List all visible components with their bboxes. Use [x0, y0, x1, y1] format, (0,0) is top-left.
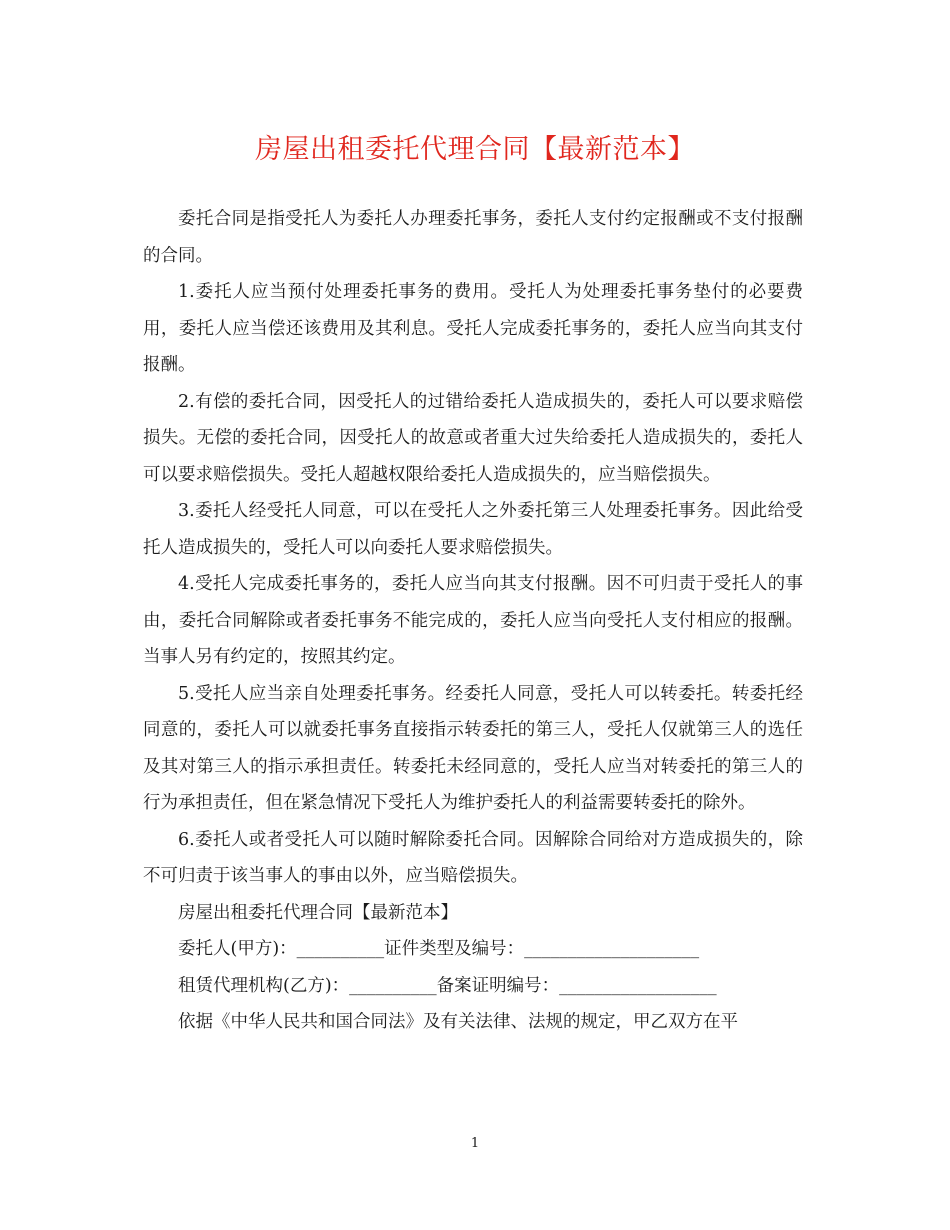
- paragraph-clause-3: 3.委托人经受托人同意，可以在受托人之外委托第三人处理委托事务。因此给受托人造成损失的，受托人可以向委托人要求赔偿损失。: [143, 501, 803, 558]
- paragraph-legal-basis: 依据《中华人民共和国合同法》及有关法律、法规的规定，甲乙双方在平: [178, 1012, 738, 1032]
- paragraph-clause-1: 1.委托人应当预付处理委托事务的费用。受托人为处理委托事务垫付的必要费用，委托人应当偿还该费用及其利息。受托人完成委托事务的，委托人应当向其支付报酬。: [143, 282, 803, 375]
- paragraph-party-b: 租赁代理机构(乙方)：__________备案证明编号：__________________: [178, 975, 717, 996]
- page-number: 1: [470, 1136, 480, 1151]
- paragraph-clause-2: 2.有偿的委托合同，因受托人的过错给委托人造成损失的，委托人可以要求赔偿损失。无偿的委托合同，因受托人的故意或者重大过失给委托人造成损失的，委托人可以要求赔偿损失。受托人超越权限给委托人造成损失的，应当赔偿损失。: [143, 391, 803, 485]
- paragraph-contract-heading: 房屋出租委托代理合同【最新范本】: [178, 902, 458, 923]
- paragraph-clause-4: 4.受托人完成委托事务的，委托人应当向其支付报酬。因不可归责于受托人的事由，委托合同解除或者委托事务不能完成的，委托人应当向受托人支付相应的报酬。当事人另有约定的，按照其约定。: [143, 574, 803, 667]
- paragraph-clause-5: 5.受托人应当亲自处理委托事务。经委托人同意，受托人可以转委托。转委托经同意的，委托人可以就委托事务直接指示转委托的第三人，受托人仅就第三人的选任及其对第三人的指示承担责任。转委托未经同意的，受托人应当对转委托的第三人的行为承担责任，但在紧急情况下受托人为维护委托人的利益需要转委托的除外。: [143, 683, 803, 813]
- paragraph-clause-6: 6.委托人或者受托人可以随时解除委托合同。因解除合同给对方造成损失的，除不可归责于该当事人的事由以外，应当赔偿损失。: [143, 829, 803, 886]
- document-body: [143, 201, 803, 1041]
- paragraph-party-a: 委托人(甲方)：__________证件类型及编号：____________________: [178, 939, 700, 959]
- document-title: 房屋出租委托代理合同【最新范本】: [255, 134, 695, 165]
- paragraph-intro: 委托合同是指受托人为委托人办理委托事务，委托人支付约定报酬或不支付报酬的合同。: [143, 209, 803, 266]
